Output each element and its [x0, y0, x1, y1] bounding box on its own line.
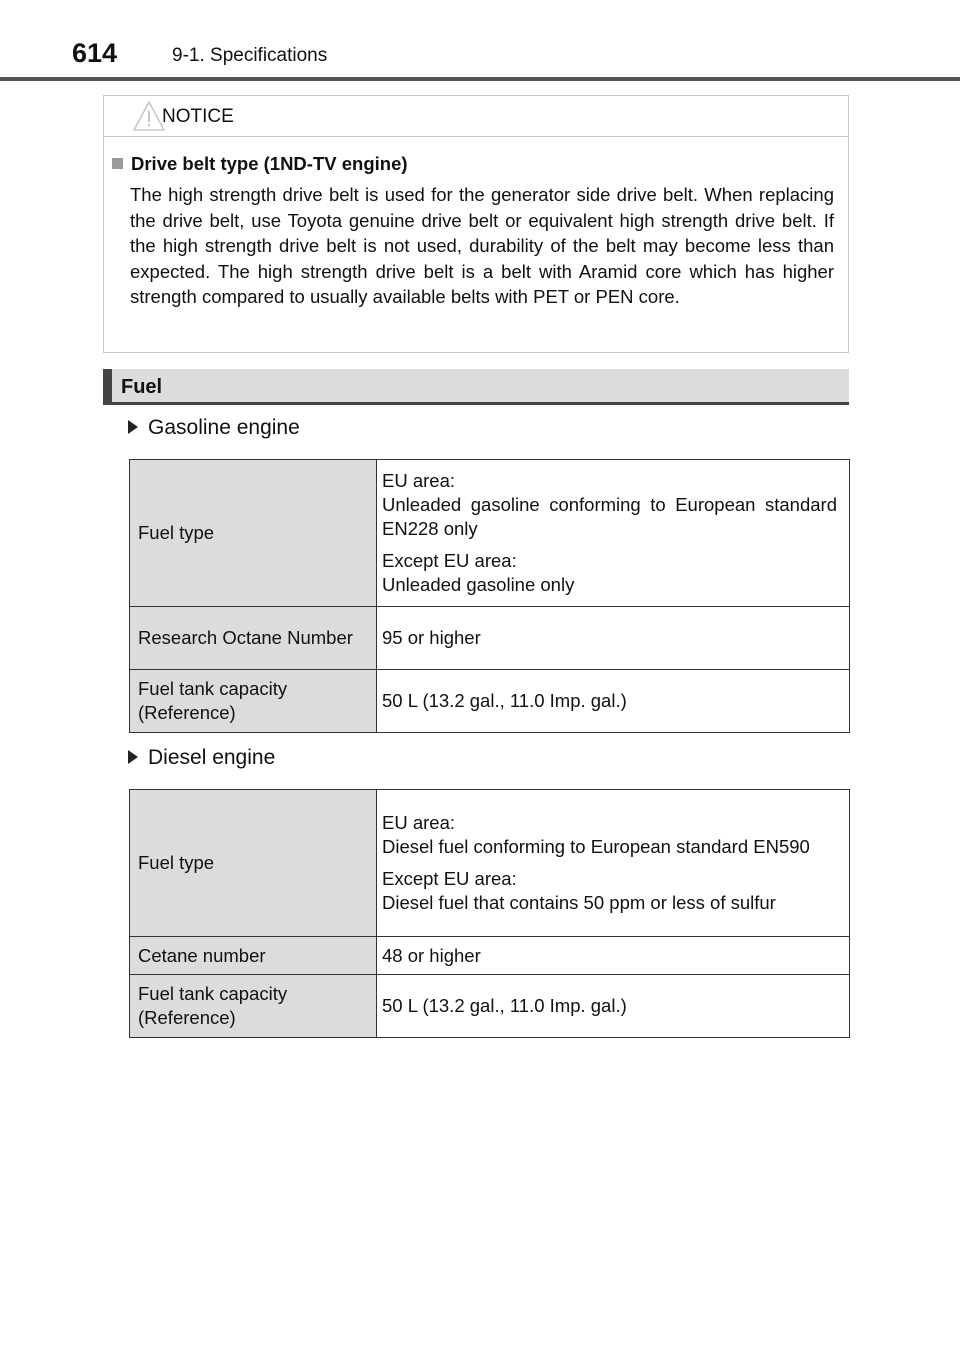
table-row [130, 790, 850, 937]
table-row [130, 975, 850, 1038]
notice-body: The high strength drive belt is used for the generator side drive belt. When replacing the drive belt, use Toyota genuine drive belt or equivalent high strength drive belt. If the high strength drive belt is not used, durability of the belt may become less than expected. The high strength drive belt is a belt with Aramid core which has higher strength compared to usually available belts with PET or PEN core. [130, 184, 834, 307]
non-eu-area-value: Unleaded gasoline only [382, 574, 575, 595]
triangle-bullet-icon [128, 420, 138, 434]
eu-area-value: Unleaded gasoline conforming to European standard EN228 only [382, 494, 837, 539]
notice-label: NOTICE [162, 106, 234, 127]
triangle-bullet-icon [128, 750, 138, 764]
table-row [130, 670, 850, 733]
eu-area-label: EU area: [382, 470, 456, 491]
page-number: 614 [72, 38, 118, 68]
fuel-type-label: Fuel type [130, 460, 377, 607]
cetane-value: 48 or higher [377, 937, 850, 975]
fuel-type-value [377, 790, 850, 937]
gasoline-spec-table [129, 459, 850, 733]
heading-underline [103, 402, 849, 405]
fuel-type-label: Fuel type [130, 790, 377, 937]
diesel-spec-table [129, 789, 850, 1038]
notice-subheading [112, 152, 408, 176]
diesel-engine-heading [128, 745, 275, 771]
eu-area-label: EU area: [382, 812, 456, 833]
cetane-label: Cetane number [130, 937, 377, 975]
eu-area-value: Diesel fuel conforming to European standard EN590 [382, 836, 810, 857]
notice-subheading-text: Drive belt type (1ND-TV engine) [131, 153, 408, 174]
fuel-heading-label: Fuel [121, 376, 163, 398]
tank-capacity-label: Fuel tank capacity (Reference) [130, 975, 377, 1038]
tank-capacity-value: 50 L (13.2 gal., 11.0 Imp. gal.) [377, 670, 850, 733]
table-row [130, 937, 850, 975]
octane-value: 95 or higher [377, 607, 850, 670]
tank-capacity-label: Fuel tank capacity (Reference) [130, 670, 377, 733]
table-row [130, 607, 850, 670]
gasoline-engine-heading [128, 415, 300, 441]
section-title: 9-1. Specifications [172, 45, 328, 66]
square-bullet-icon [112, 158, 123, 169]
octane-label: Research Octane Number [130, 607, 377, 670]
non-eu-area-label: Except EU area: [382, 550, 517, 571]
notice-header [104, 96, 848, 137]
non-eu-area-label: Except EU area: [382, 868, 517, 889]
heading-bar [103, 369, 112, 405]
diesel-engine-title: Diesel engine [148, 746, 276, 769]
gasoline-engine-title: Gasoline engine [148, 416, 300, 439]
notice-box [103, 95, 849, 353]
tank-capacity-value: 50 L (13.2 gal., 11.0 Imp. gal.) [377, 975, 850, 1038]
table-row [130, 460, 850, 607]
fuel-section-heading [103, 369, 849, 405]
header-rule [0, 77, 960, 81]
non-eu-area-value: Diesel fuel that contains 50 ppm or less of sulfur [382, 892, 776, 913]
fuel-type-value [377, 460, 850, 607]
page-header [0, 0, 960, 80]
